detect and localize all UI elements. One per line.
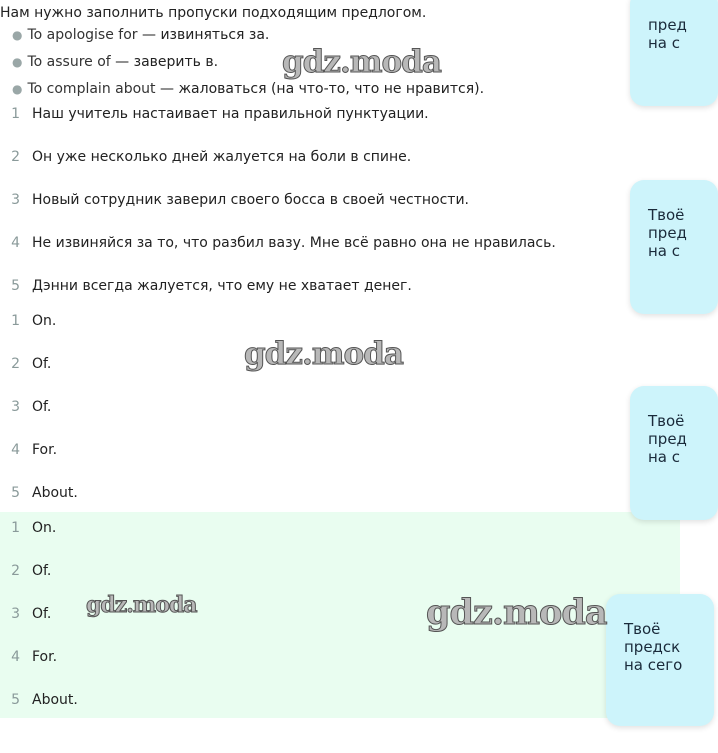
phrase-ru: — заверить в. <box>110 54 219 70</box>
bullet-icon: ● <box>12 55 23 69</box>
phrase-ru: — жаловаться (на что-то, что не нравится). <box>155 81 485 97</box>
sentence-text: Он уже несколько дней жалуется на боли в спине. <box>32 149 412 165</box>
answer-item <box>0 442 57 462</box>
sentence-text: Наш учитель настаивает на правильной пунктуации. <box>32 106 429 122</box>
item-number: 4 <box>11 649 20 665</box>
item-number: 5 <box>11 692 20 708</box>
answer-text: Of. <box>32 606 52 622</box>
answer-text: Of. <box>32 563 52 579</box>
answer-text: For. <box>32 649 58 665</box>
chat-bubble[interactable] <box>630 0 718 106</box>
watermark: gdz.moda <box>86 592 197 618</box>
answer-item <box>0 485 78 505</box>
phrase-en: To apologise for <box>27 27 138 43</box>
item-number: 2 <box>11 563 20 579</box>
bubble-line: пред <box>648 430 687 448</box>
sentence-text: Дэнни всегда жалуется, что ему не хватает денег. <box>32 278 412 294</box>
item-number: 2 <box>11 356 20 372</box>
answer-text: About. <box>32 692 78 708</box>
watermark: gdz.moda <box>244 336 403 372</box>
phrase-ru: — извиняться за. <box>137 27 270 43</box>
answer-item <box>0 313 56 333</box>
answer-item <box>0 399 51 419</box>
item-number: 3 <box>11 606 20 622</box>
sentence-text: Не извиняйся за то, что разбил вазу. Мне всё равно она не нравилась. <box>32 235 556 251</box>
watermark: gdz.moda <box>426 592 607 633</box>
chat-bubble[interactable] <box>630 386 718 520</box>
sentence-item <box>0 106 429 126</box>
answer-item <box>0 606 51 626</box>
item-number: 3 <box>11 192 20 208</box>
item-number: 5 <box>11 278 20 294</box>
sentence-item <box>0 278 412 298</box>
chat-bubble[interactable] <box>630 180 718 314</box>
answer-item <box>0 692 78 712</box>
item-number: 1 <box>11 520 20 536</box>
phrase-en: To complain about <box>27 81 156 97</box>
phrase-item <box>12 27 269 43</box>
bubble-line: на с <box>648 34 681 52</box>
sentence-text: Новый сотрудник заверил своего босса в своей честности. <box>32 192 470 208</box>
answer-item <box>0 649 57 669</box>
bubble-line: на с <box>648 448 681 466</box>
bullet-icon: ● <box>12 28 23 42</box>
item-number: 1 <box>11 313 20 329</box>
answer-text: Of. <box>32 399 52 415</box>
answer-text: Of. <box>32 356 52 372</box>
bubble-line: Твоё <box>648 412 685 430</box>
item-number: 4 <box>11 235 20 251</box>
bubble-line: пред <box>648 16 687 34</box>
sentence-item <box>0 192 469 212</box>
answer-text: On. <box>32 520 57 536</box>
phrase-en: To assure of <box>27 54 111 70</box>
item-number: 4 <box>11 442 20 458</box>
bubble-line: предск <box>624 638 681 656</box>
answer-item <box>0 563 51 583</box>
bubble-line: Твоё <box>648 206 685 224</box>
answer-text: On. <box>32 313 57 329</box>
bubble-line: Твоё <box>624 620 661 638</box>
watermark: gdz.moda <box>282 44 441 80</box>
bubble-line: пред <box>648 224 687 242</box>
bullet-icon: ● <box>12 82 23 96</box>
item-number: 1 <box>11 106 20 122</box>
answer-text: For. <box>32 442 58 458</box>
phrase-item <box>12 81 484 97</box>
sentence-item <box>0 235 556 255</box>
answer-item <box>0 356 51 376</box>
answer-text: About. <box>32 485 78 501</box>
bubble-line: на сего <box>624 656 683 674</box>
sentence-item <box>0 149 411 169</box>
bubble-line: на с <box>648 242 681 260</box>
answer-item <box>0 520 56 540</box>
chat-bubble[interactable] <box>606 594 714 726</box>
item-number: 5 <box>11 485 20 501</box>
item-number: 3 <box>11 399 20 415</box>
phrase-item <box>12 54 218 70</box>
item-number: 2 <box>11 149 20 165</box>
task-instruction: Нам нужно заполнить пропуски подходящим предлогом. <box>0 5 427 21</box>
